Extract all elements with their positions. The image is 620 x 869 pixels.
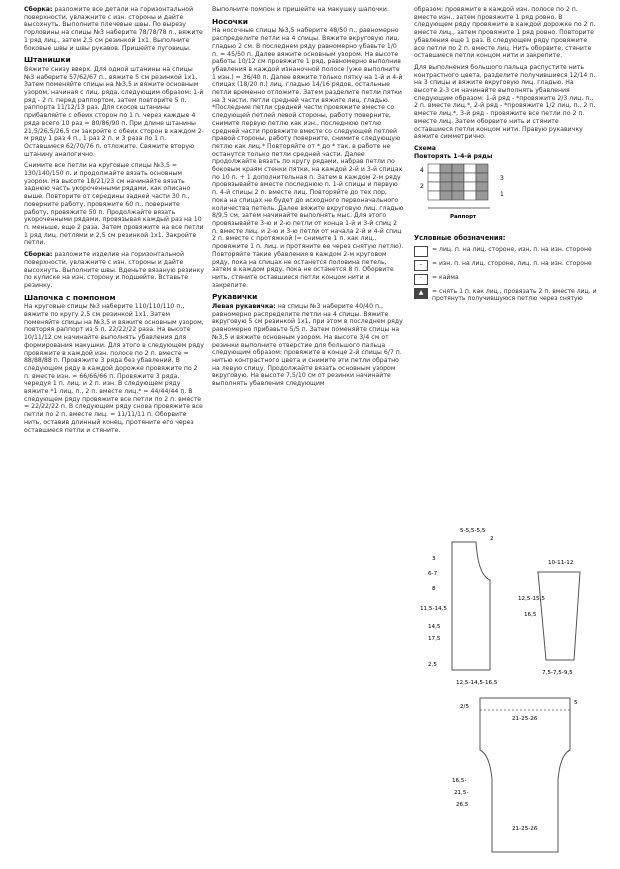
chart-cell <box>464 182 476 191</box>
legend-item <box>414 246 598 257</box>
measure-label: 3 <box>432 556 436 562</box>
dash-square-icon: – <box>414 260 428 271</box>
paragraph <box>24 251 204 290</box>
chart-cell <box>440 191 452 200</box>
measure-label: 17,5 <box>428 636 441 642</box>
paragraph: На носочные спицы №3,5 наберите 48/50 п., равномерно распределите петли на 4 спицы. Вяжите вкруговую лиц. гладью 2 см. В последнем ряду равномерно убавьте 1/0 п. = 45/50 п. Далее вяжите основным узором. На высоте работы 10/12 см провяжите 1 ряд, равномерно выполнив убавления в каждой изнаночной полосе (уже выполните 1 изн.) = 36/40 п. Далее вяжите только пятку на 1-й и 4-й спицах (18/20 п.) лиц. гладью 14/16 рядов, остальные петли временно отложите. Затем разделите петли пятки на 3 части, петли средней части вяжите лиц. гладью. *Последние петли средней части провяжите вместе со следующей петлей левой стороны, работу поверните, снимите первую петлю как изн., последнюю петлю средней части провяжите вместе со следующей петлей правой стороны, работу поверните, снимите следующую петлю как лиц.* Повторяйте от * до * так, в работе не останутся только петли средней части. Далее продолжайте вязать по кругу рядами, набрав петли по боковым краям стенки пятки, на каждой 2-й и 3-й спицах по 10 п. + 1 дополнительная п. Затем в каждом 2-м ряду провязывайте вместе последнюю п. 1-й спицы и первую п. 4-й спицы 2 п. вместе лиц. Повторяйте до тех пор, пока на спицах не будет до исходного первоначального количества петель. Далее вяжите вкруговую лиц. гладью 8/9,5 см, затем начинайте выполнять мыс. Для этого провязывайте 3-ю и 2-ю петли от конца 1-й и 3-й спиц 2 п. вместе лиц. и 2-ю и 3-ю петли от начала 2-й и 4-й спиц 2 п. вместе с протяжкой (= снимите 1 п. как лиц., провяжите 1 п. лиц. и протяните ее через снятую петлю). Повторяйте такие убавления в каждом 2-м круговом ряду, пока на спицах не останется половина петель, затем в каждом ряду, пока не останется 8 п. Оборвите нить, стяните оставшиеся петли концом нити и закрепите. <box>212 27 404 289</box>
text-column-3 <box>414 6 598 306</box>
measure-label: 10-11-12 <box>548 560 574 566</box>
jacket-outline <box>452 542 490 670</box>
section-heading: Штанишки <box>24 55 71 65</box>
section-heading: Носочки <box>212 16 248 26</box>
jacket-pattern <box>420 528 498 686</box>
measure-label: 12,5-14,5-16,5 <box>456 680 498 686</box>
chart-cell <box>476 191 488 200</box>
paragraph: Для выполнения большого пальца распустите нить контрастного цвета, разделите получившиеся 12/14 п. на 3 спицы и вяжите вкруговую лиц. гладью. На высоте 2-3 см начинайте выполнять убавления следующим образом: 1-й ряд - *провяжите 2/3 лиц. п., 2 п. вместе лиц.*, 2-й ряд - *провяжите 1/2 лиц. п., 2 п. вместе лиц.*, 3-й ряд - провяжите все петли по 2 п. вместе лиц. Затем оборвите нить и стяните оставшиеся петли концом нити. Правую рукавичку вяжите симметрично. <box>414 63 596 141</box>
measure-label: 26,5 <box>456 802 469 808</box>
chart-cell <box>464 164 476 173</box>
paragraph: Выполните помпон и пришейте на макушку шапочки. <box>212 6 389 13</box>
measure-label: 21,5- <box>454 790 469 796</box>
section-label: Сборка: <box>24 6 53 13</box>
row-label: 4 <box>420 167 424 175</box>
paragraph-text: разложите изделие на горизонтальной поверхности, увлажните с изн. стороны и дайте высохнуть. Выполните швы. Вденьте вязаную резинку по кулиске на изн. сторону и подшейте. Вставьте резинку. <box>24 251 204 289</box>
chart-title: Схема <box>414 144 436 152</box>
chart-cell <box>440 182 452 191</box>
legend-text: = кайма <box>432 273 459 281</box>
paragraph <box>212 303 404 388</box>
trousers-pattern <box>452 698 578 852</box>
section-label: Сборка: <box>24 251 53 259</box>
chart-cell <box>476 173 488 182</box>
text-column-2 <box>212 6 404 392</box>
section-heading: Рукавички <box>212 292 258 302</box>
dot-square-icon: · <box>414 274 428 285</box>
chart-cell <box>428 164 440 173</box>
chart-cell <box>452 182 464 191</box>
row-label: 1 <box>500 191 504 199</box>
measure-label: 14,5 <box>428 624 441 630</box>
paragraph: Вяжите снизу вверх. Для одной штанины на спицы №3 наберите 57/62/67 п., вяжите 5 см резинкой 1х1. Затем поменяйте спицы на №3,5 и вяжите основным узором, начиная с лиц. ряда, следующим образом: 1-й ряд - 2 п. перед раппортом, затем повторите 5 п. раппорта 11/12/13 раз. Для скосов штанины прибавляйте с обеих сторон по 1 п. через каждые 4 ряда всего 10 раз = 80/86/90 п. При длине штанины 21,5/26,5/26,5 см закройте с обеих сторон в каждом 2-м ряду 1 раз 4 п., 1 раз 2 п. и 3 раза по 1 п. Оставшиеся 62/70/76 п. отложите. Свяжите вторую штанину аналогично. <box>24 65 204 158</box>
sleeve-outline <box>538 572 580 660</box>
measure-label: 16,5 <box>524 612 537 618</box>
measure-label: 5 <box>574 700 578 706</box>
measure-label: 5-5,5-5,5 <box>460 528 486 534</box>
chart-cell <box>476 164 488 173</box>
sleeve-pattern <box>518 560 580 676</box>
text-column-1 <box>24 6 204 438</box>
legend-text: = лиц. п. на лиц. стороне, изн. п. на изн. стороне <box>432 245 592 253</box>
chart-grid <box>414 160 534 222</box>
triangle-square-icon: ▲ <box>414 288 428 299</box>
empty-square-icon <box>414 246 428 257</box>
measure-label: 2/5 <box>460 704 470 710</box>
measure-label: 2,5 <box>428 662 437 668</box>
measure-label: 7,5-7,5-9,5 <box>542 670 573 676</box>
sewing-patterns <box>420 520 610 865</box>
chart-cell <box>476 182 488 191</box>
section-label: Левая рукавичка: <box>212 303 276 311</box>
chart-cell <box>452 173 464 182</box>
paragraph: На круговые спицы №3 наберите 110/110/110 п., вяжите по кругу 2,5 см резинкой 1х1. Затем поменяйте спицы на №3,5 и вяжите основным узором, повторяя раппорт из 5 п. 22/22/22 раза. На высоте 10/11/12 см начинайте выполнять убавления для формирования макушки. Для этого в следующем ряду провяжите в каждой изн. полосе по 2 п. вместе = 88/88/88 п. Провяжите 3 ряда без убавлений. В следующем ряду в каждой дорожке провяжите по 2 п. вместе изн. = 66/66/66 п. Провяжите 3 ряда, чередуя 1 п. лиц. и 2 п. изн. В следующем ряду вяжите *1 лиц. п., 2 п. вместе лиц.* = 44/44/44 п. В следующем ряду провяжите все петли по 2 п. вместе = 22/22/22 п. В следующем ряду снова провяжите все петли по 2 п. вместе лиц. = 11/11/11 п. Оборвите нить, оставив длинный конец, протяните его через оставшиеся петли и стяните. <box>24 303 204 434</box>
chart-cell <box>440 164 452 173</box>
measure-label: 2 <box>490 536 494 542</box>
measure-label: 8 <box>432 586 436 592</box>
paragraph <box>24 6 204 52</box>
section-heading: Шапочка с помпоном <box>24 292 116 302</box>
legend-text: = изн. п. на лиц. стороне, лиц. п. на изн. стороне <box>432 259 592 267</box>
paragraph-text: на спицы №3 наберите 40/40 п., равномерно распределите петли на 4 спицы. Вяжите вкруговую 5 см резинкой 1х1, при этом в последнем ряду равномерно прибавьте 5/5 п. Затем поменяйте спицы на №3,5 и вяжите основным узором. На высоте 3/4 см от резинки выполните отверстие для большого пальца следующим образом: провяжите в конце 2-й спицы 6/7 п. нитью контрастного цвета и снимите эти петли обратно на левую спицу. Продолжайте вязать основным узором вкруговую. На высоте 7,5/10 см от резинки начинайте выполнять убавления следующим <box>212 303 403 388</box>
chart-cell <box>464 191 476 200</box>
measure-label: 16,5- <box>452 778 467 784</box>
chart-cell <box>428 182 440 191</box>
chart-cell <box>440 173 452 182</box>
chart-cell <box>452 191 464 200</box>
legend-text: = снять 1 п. как лиц., провязать 2 п. вместе лиц. и протянуть получившуюся петлю через снятую <box>432 287 597 303</box>
measure-label: 21-25-26 <box>512 826 538 832</box>
paragraph: образом: провяжите в каждой изн. полосе по 2 п. вместе изн., затем провяжите 1 ряд ровно. В следующем ряду провяжите в каждой дорожке по 2 п. вместе лиц., затем провяжите 1 ряд ровно. Повторите убавления еще 1 раз. В следующем ряду провяжите все петли по 2 п. вместе лиц. Нить оборвите, стяните оставшиеся петли концом нити и закрепите. <box>414 6 596 60</box>
measure-label: 11,5-14,5 <box>420 606 447 612</box>
measure-label: 12,5-15,5 <box>518 596 545 602</box>
paragraph-text: разложите все детали на горизонтальной поверхности, увлажните с изн. стороны и дайте высохнуть. Выполните плечевые швы. По вырезу горловины на спицы №3 наберите 78/78/78 п., вяжите 1 ряд лиц., затем 2,5 см резинкой 1х1. Выполните боковые швы и швы рукавов. Пришейте пуговицы. <box>24 6 203 52</box>
legend <box>414 235 598 303</box>
legend-item <box>414 274 598 285</box>
measure-label: 6-7 <box>428 571 438 577</box>
chart-cell <box>428 173 440 182</box>
chart-cell <box>428 191 440 200</box>
row-label: 3 <box>500 175 504 183</box>
legend-item <box>414 288 598 303</box>
measure-label: 21-25-26 <box>512 716 538 722</box>
legend-title: Условные обозначения: <box>414 234 506 243</box>
knitting-chart <box>414 145 598 225</box>
paragraph: Снимите все петли на круговые спицы №3,5 = 130/140/150 п. и продолжайте вязать основным узором. На высоте 18/21/23 см начинайте вязать заднюю часть укороченными рядами, как описано выше. Повторите от середины задней части 30 п., поверните работу, провяжите 60 п., поверните работу, провяжите 50 п. Продолжайте вязать укороченными рядами, провязывая каждый раз на 10 п. меньше, еще 2 раза. Затем провяжите на все петли 1 ряд лиц. петлями и 2,5 см резинкой 1х1. Закройте петли. <box>24 162 204 247</box>
chart-cell <box>464 173 476 182</box>
legend-item <box>414 260 598 271</box>
chart-cell <box>452 164 464 173</box>
chart-subtitle: Повторять 1-4-й ряды <box>414 152 493 160</box>
rapport-label: Раппорт <box>450 214 477 221</box>
row-label: 2 <box>420 183 424 191</box>
